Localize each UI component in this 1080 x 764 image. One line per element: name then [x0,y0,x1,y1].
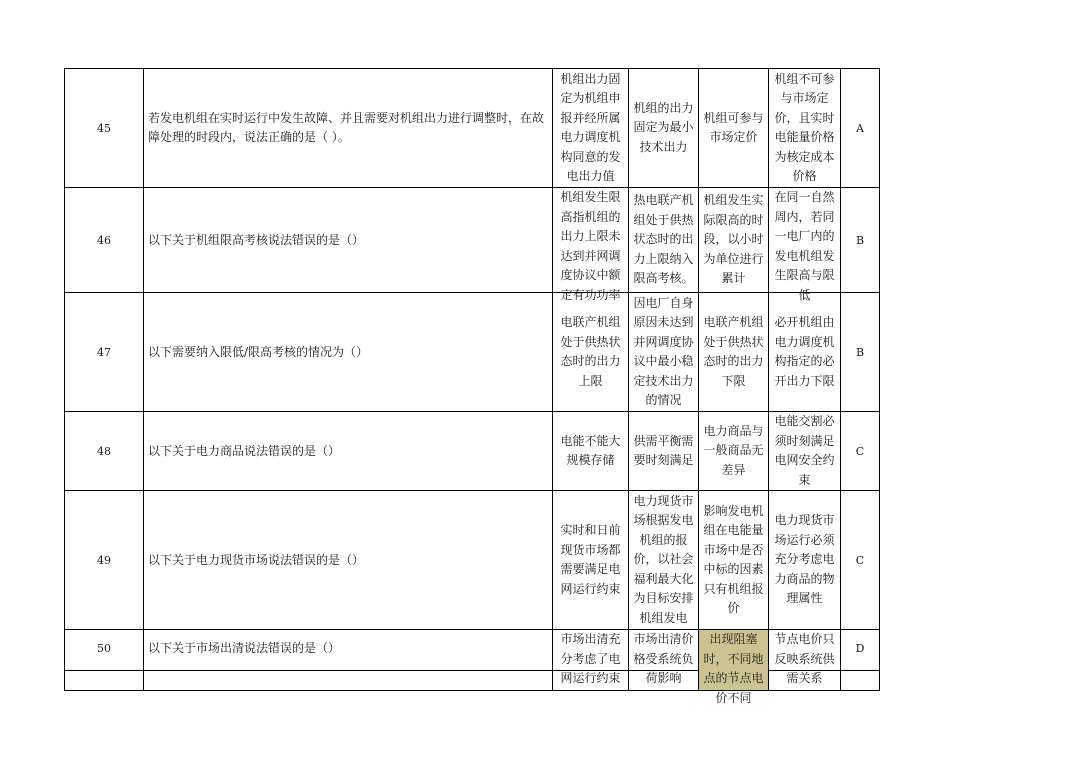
option-text: 节点电价只反映系统供需关系 [774,632,835,685]
answer: C [841,412,880,491]
option-d [769,412,841,491]
option-text: 因电厂自身原因未达到并网调度协议中最小稳定技术出力的情况 [633,295,694,407]
option-text: 在同一自然周内，若同一电厂内的发电机组发生限高与限低 [774,190,835,302]
option-a [553,412,629,491]
option-text: 实时和日前现货市场都需要满足电网运行约束 [560,523,621,596]
option-a [553,293,629,412]
option-text: 影响发电机组在电能量市场中是否中标的因素只有机组报价 [703,503,764,615]
option-c [699,293,769,412]
option-text: 机组可参与市场定价 [703,110,764,144]
option-a [553,69,629,188]
option-b [629,412,699,491]
option-text: 热电联产机组处于供热状态时的出力上限纳入限高考核。 [633,193,694,286]
option-text: 出现阻塞时，不同地点的节点电价不同 [703,632,764,705]
option-c [699,412,769,491]
option-text: 市场出清价格受系统负荷影响 [633,632,694,685]
option-b [629,188,699,293]
option-text: 机组的出力固定为最小技术出力 [633,100,694,154]
option-a [553,188,629,302]
option-text: 电力现货市场根据发电机组的报价，以社会福利最大化为目标安排机组发电 [633,493,694,625]
option-d [769,630,841,691]
question-text: 以下关于电力商品说法错误的是（） [144,412,553,491]
option-a [553,491,629,630]
option-c [699,69,769,188]
option-b [629,491,699,630]
option-b [629,69,699,188]
option-text: 机组出力固定为机组申报并经所属电力调度机构同意的发电出力值 [560,71,621,183]
answer: B [841,293,880,412]
question-text: 以下关于机组限高考核说法错误的是（） [144,188,553,293]
document-page [64,68,879,705]
table-row [65,412,880,491]
table-row [65,69,880,188]
option-c [699,491,769,630]
question-text: 以下关于电力现货市场说法错误的是（） [144,491,553,630]
option-text: 电能不能大规模存储 [560,433,621,467]
answer: A [841,69,880,188]
question-number: 49 [65,491,144,630]
option-d [769,188,841,302]
table-row [65,491,880,630]
answer: D [841,630,880,691]
table-row [65,188,880,293]
question-table [64,68,880,705]
answer: B [841,188,880,293]
option-text: 机组不可参与市场定价，且实时电能量价格为核定成本价格 [774,71,835,183]
option-text: 电联产机组处于供热状态时的出力上限 [560,315,621,388]
question-text: 以下需要纳入限低/限高考核的情况为（） [144,293,553,412]
question-number: 45 [65,69,144,188]
option-text: 电力现货市场运行必须充分考虑电力商品的物理属性 [774,513,835,606]
option-d [769,491,841,630]
option-c [699,188,769,293]
question-number: 46 [65,188,144,293]
option-d [769,293,841,412]
question-number: 50 [65,630,144,691]
option-text: 机组发生限高指机组的出力上限未达到并网调度协议中额定有功功率 [560,190,621,302]
answer: C [841,491,880,630]
table-row [65,630,880,691]
question-number: 47 [65,293,144,412]
question-number: 48 [65,412,144,491]
option-text: 电联产机组处于供热状态时的出力下限 [703,315,764,388]
question-text: 若发电机组在实时运行中发生故障、并且需要对机组出力进行调整时，在故障处理的时段内，说法正确的是（ ）。 [144,69,553,188]
option-b [629,293,699,412]
option-b [629,630,699,691]
option-d [769,69,841,188]
option-text: 市场出清充分考虑了电网运行约束 [560,632,621,685]
option-text: 电力商品与一般商品无差异 [703,423,764,477]
question-text: 以下关于市场出清说法错误的是（） [144,630,553,691]
table-row [65,293,880,412]
option-a [553,630,629,691]
option-text: 必开机组由电力调度机构指定的必开出力下限 [774,315,835,388]
option-c-highlighted [699,630,769,705]
option-text: 机组发生实际限高的时段，以小时为单位进行累计 [703,193,764,286]
option-text: 电能交割必须时刻满足电网安全约束 [774,414,835,487]
option-text: 供需平衡需要时刻满足 [633,433,694,467]
